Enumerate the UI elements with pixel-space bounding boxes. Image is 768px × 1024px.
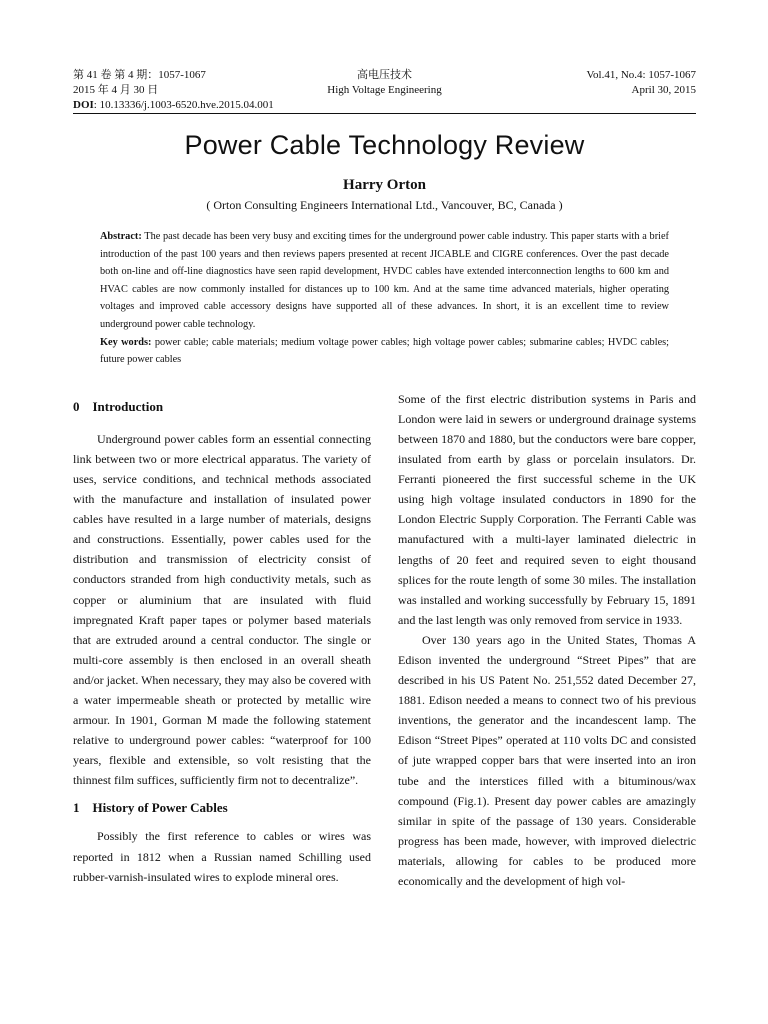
author-name: Harry Orton bbox=[343, 177, 426, 193]
running-header-bottom bbox=[73, 83, 696, 98]
date-cn: 2015 年 4 月 30 日 bbox=[73, 84, 159, 96]
paper-title: Power Cable Technology Review bbox=[184, 130, 585, 160]
body-columns bbox=[73, 389, 696, 891]
journal-name-en: High Voltage Engineering bbox=[327, 84, 442, 96]
left-column bbox=[73, 389, 371, 891]
doi-value: : 10.13336/j.1003-6520.hve.2015.04.001 bbox=[93, 99, 274, 111]
abstract-label: Abstract: bbox=[100, 231, 142, 242]
history-paragraph-2: Some of the first electric distribution systems in Paris and London were laid in sewers or underground drainage systems between 1870 and 1880, but the conductors were bare copper, insulated from earth by glass or porcelain insulators. Dr. Ferranti pioneered the first successful scheme in the UK using high voltage insulated conductors in 1890 for the London Electric Supply Corporation. The Ferranti Cable was manufactured with a multi-layer laminated dielectric in lengths of 20 feet and required seven to eight thousand splices for the route length of some 30 miles. The installation was installed and working successfully by February 15, 1891 and the last length was only removed from service in 1933. bbox=[398, 391, 696, 627]
history-paragraph-3: Over 130 years ago in the United States, Thomas A Edison invented the underground “Street Pipes” that are described in his US Patent No. 251,552 dated December 27, 1881. Edison needed a means to connect two of his previous inventions, the generator and the incandescent lamp. The Edison “Street Pipes” operated at 110 volts DC and consisted of jute wrapped copper bars that were inserted into an iron tube and the interstices filled with a bituminous/wax compound (Fig.1). Present day power cables are amazingly similar in spite of the passage of 130 years. Considerable progress has been made, however, with improved dielectric materials, allowing for cables to be produced more economically and the development of high vol- bbox=[398, 632, 696, 888]
paper-page bbox=[73, 68, 696, 891]
intro-paragraph: Underground power cables form an essential connecting link between two or more electrical apparatus. The variety of uses, service conditions, and technical methods associated with the manufacture and installation of insulated power cables have resulted in a large number of materials, designs and constructions. Essentially, power cables used for the distribution and transmission of electricity consist of conductors stranded from high conductivity metals, such as copper or aluminium that are insulated with fluid impregnated Kraft paper tapes or polymer based materials that are extruded around a central conductor. The single or multi-core assembly is then enclosed in an overall sheath and/or jacket. When necessary, they may also be covered with a water impermeable sheath or protected by metallic wire armour. In 1901, Gorman M made the following statement relative to underground power cables: “waterproof for 100 years, flexible and extensible, so volt resisting that the thinnest film suffices, sufficiently firm not to decentralize”. bbox=[73, 431, 371, 788]
abstract-block bbox=[100, 228, 669, 369]
section-heading-introduction: 0 Introduction bbox=[73, 398, 164, 414]
doi-label: DOI bbox=[73, 99, 94, 111]
section-heading-history: 1 History of Power Cables bbox=[73, 800, 228, 816]
volume-issue-cn: 第 41 卷 第 4 期：1057-1067 bbox=[73, 69, 206, 81]
author-affiliation: ( Orton Consulting Engineers International Ltd., Vancouver, BC, Canada ) bbox=[206, 198, 563, 212]
running-header-top bbox=[73, 68, 696, 83]
abstract-text: The past decade has been very busy and exciting times for the underground power cable industry. This paper starts with a brief introduction of the past 100 years and then reviews papers presented at recent JICABLE and CIGRE conferences. Over the past decade both on-line and off-line diagnostics have seen rapid development, HVDC cables have extended interconnection lengths to 600 km and HVAC cables are now commonly installed for distances up to 100 km. And at the same time advanced materials, higher operating voltages and improved cable accessory designs have supported all of these advances. In short, it is an excellent time to review underground power cable technology. bbox=[100, 231, 669, 330]
date-en: April 30, 2015 bbox=[631, 84, 697, 96]
keywords-label: Key words: bbox=[100, 336, 152, 348]
doi-line bbox=[73, 98, 696, 114]
volume-issue-en: Vol.41, No.4: 1057-1067 bbox=[586, 69, 697, 81]
history-paragraph-1: Possibly the first reference to cables or wires was reported in 1812 when a Russian named Schilling used rubber-varnish-insulated wires to explode mineral ores. bbox=[73, 829, 371, 884]
keywords-paragraph bbox=[100, 334, 669, 369]
journal-name-cn: 高电压技术 bbox=[357, 69, 412, 81]
abstract-paragraph bbox=[100, 228, 669, 334]
keywords-text: power cable; cable materials; medium voltage power cables; high voltage power cables; submarine cables; HVDC cables; future power cables bbox=[100, 336, 670, 366]
right-column bbox=[398, 389, 696, 891]
